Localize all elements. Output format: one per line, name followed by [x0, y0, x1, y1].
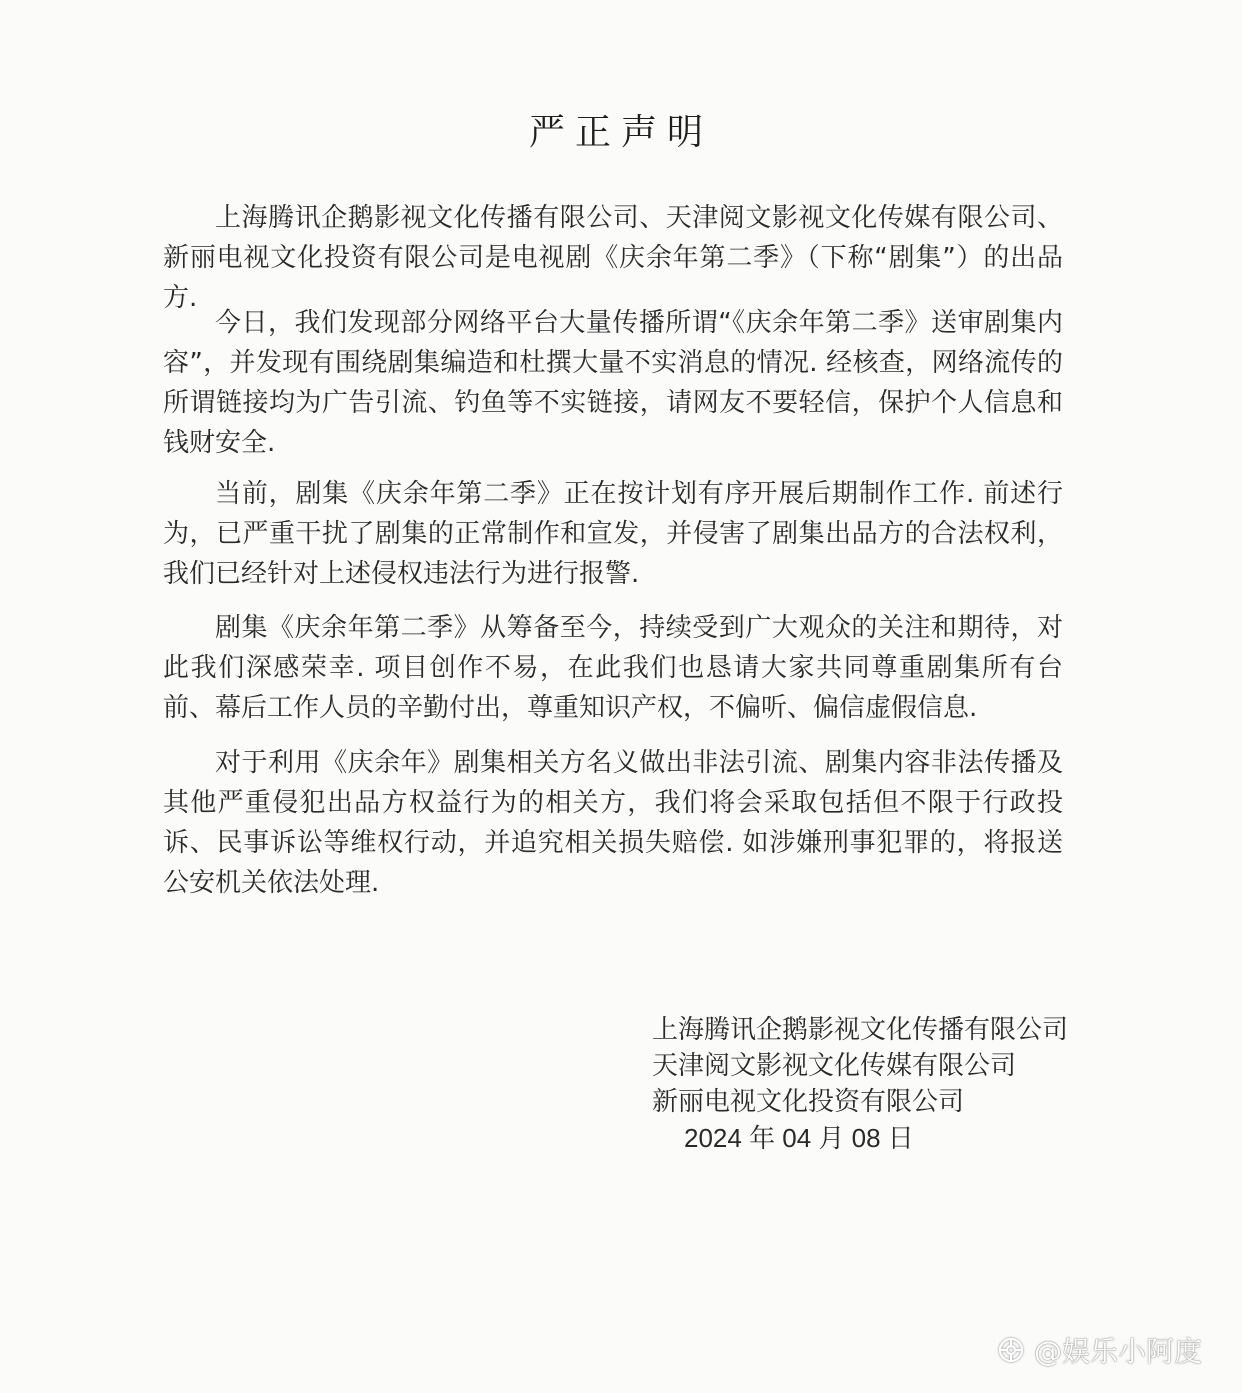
paragraph-4: 剧集《庆余年第二季》从筹备至今，持续受到广大观众的关注和期待，对此我们深感荣幸. 项目创作不易，在此我们也恳请大家共同尊重剧集所有台前、幕后工作人员的辛勤付出，尊重知识产权，不偏听、偏信虚假信息. [163, 613, 1063, 723]
watermark [996, 1330, 1202, 1370]
watermark-text: @娱乐小阿度 [1034, 1335, 1203, 1368]
paragraph-1: 上海腾讯企鹅影视文化传播有限公司、天津阅文影视文化传媒有限公司、新丽电视文化投资有限公司是电视剧《庆余年第二季》（下称“剧集”）的出品方. [163, 203, 1063, 313]
signatory-1: 上海腾讯企鹅影视文化传播有限公司 [652, 1015, 1069, 1045]
paragraph-5: 对于利用《庆余年》剧集相关方名义做出非法引流、剧集内容非法传播及其他严重侵犯出品方权益行为的相关方，我们将会采取包括但不限于行政投诉、民事诉讼等维权行动，并追究相关损失赔偿. 如涉嫌刑事犯罪的，将报送公安机关依法处理. [163, 748, 1063, 898]
paragraph-3: 当前，剧集《庆余年第二季》正在按计划有序开展后期制作工作. 前述行为，已严重干扰了剧集的正常制作和宣发，并侵害了剧集出品方的合法权利，我们已经针对上述侵权违法行为进行报警. [163, 479, 1063, 589]
statement-date: 2024 年 04 月 08 日 [684, 1123, 914, 1153]
signatory-2: 天津阅文影视文化传媒有限公司 [652, 1051, 1017, 1081]
platform-logo-icon [996, 1335, 1026, 1365]
signature-block [652, 1012, 1068, 1156]
document-title: 严正声明 [528, 112, 713, 153]
signatory-3: 新丽电视文化投资有限公司 [652, 1087, 965, 1117]
paragraph-2: 今日，我们发现部分网络平台大量传播所谓“《庆余年第二季》送审剧集内容”，并发现有围绕剧集编造和杜撰大量不实消息的情况. 经核查，网络流传的所谓链接均为广告引流、钓鱼等不实链接，请网友不要轻信，保护个人信息和钱财安全. [163, 308, 1064, 458]
